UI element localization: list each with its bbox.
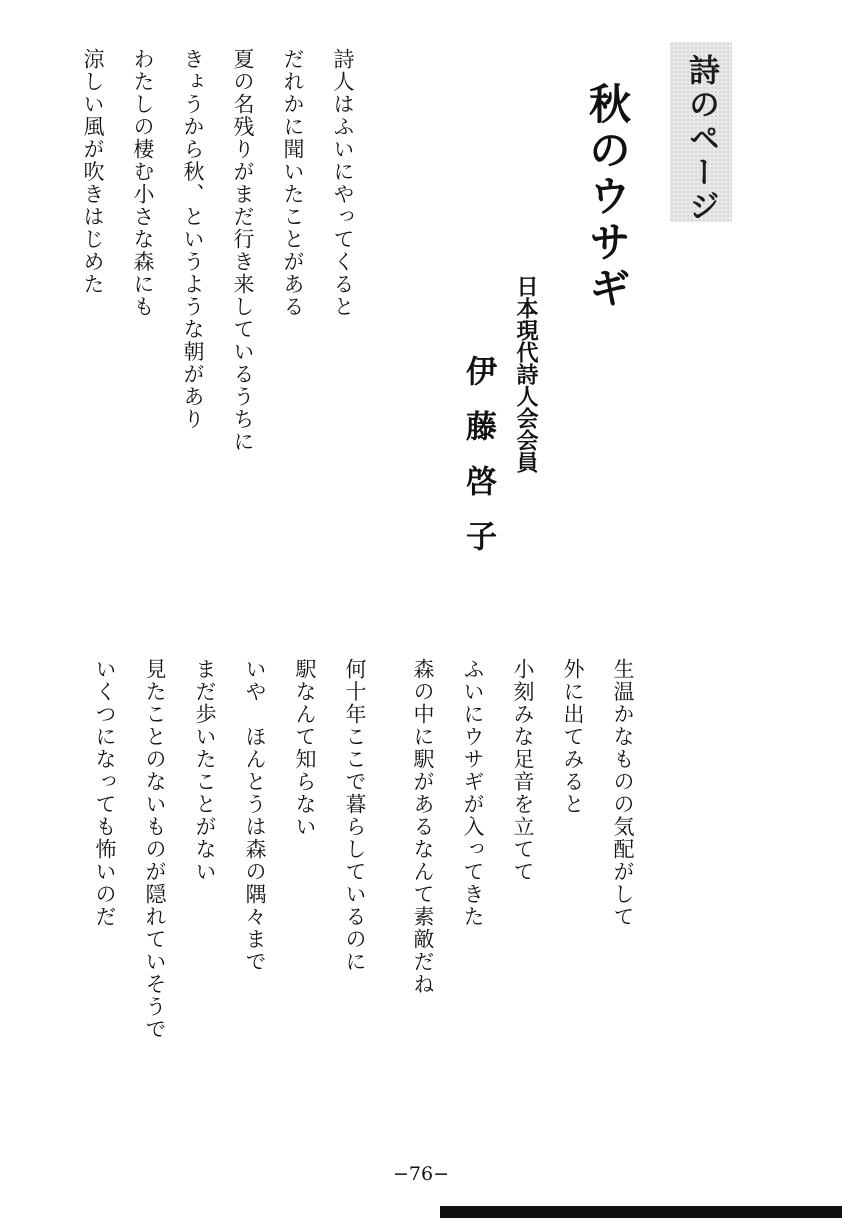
poem-line: きょうから秋、というような朝があり (181, 48, 205, 431)
stanza-2 (398, 658, 648, 996)
scan-edge-shadow (440, 1206, 842, 1218)
poem-line: ふいにウサギが入ってきた (461, 658, 485, 928)
poem-line: 生温かなものの気配がして (611, 658, 635, 928)
author-name: 伊藤啓子 (460, 355, 496, 575)
section-label-box (670, 42, 732, 222)
poem-line: まだ歩いたことがない (193, 658, 217, 883)
poem-line: いくつになっても怖いのだ (93, 658, 117, 928)
poem-line: 夏の名残りがまだ行き来しているうちに (231, 48, 255, 453)
poem-line: 駅なんて知らない (293, 658, 317, 838)
poem-title: 秋のウサギ (583, 82, 632, 312)
poem-line: 涼しい風が吹きはじめた (81, 48, 105, 296)
poem-line: 小刻みな足音を立てて (511, 658, 535, 883)
stanza-1 (68, 48, 368, 453)
poem-line: 森の中に駅があるなんて素敵だね (411, 658, 435, 996)
poem-line: いや ほんとうは森の隅々まで (243, 658, 267, 973)
poem-line: 外に出てみると (561, 658, 585, 816)
poem-line: 詩人はふいにやってくると (331, 48, 355, 318)
page-number: −76− (392, 1163, 450, 1185)
poem-line: わたしの棲む小さな森にも (131, 48, 155, 318)
stanza-3 (80, 658, 380, 1041)
poem-line: だれかに聞いたことがある (281, 48, 305, 318)
poem-line: 何十年ここで暮らしているのに (343, 658, 367, 973)
poem-line: 見たことのないものが隠れていそうで (143, 658, 167, 1041)
author-affiliation: 日本現代詩人会会員 (513, 275, 538, 473)
section-label: 詩のページ (683, 54, 719, 224)
